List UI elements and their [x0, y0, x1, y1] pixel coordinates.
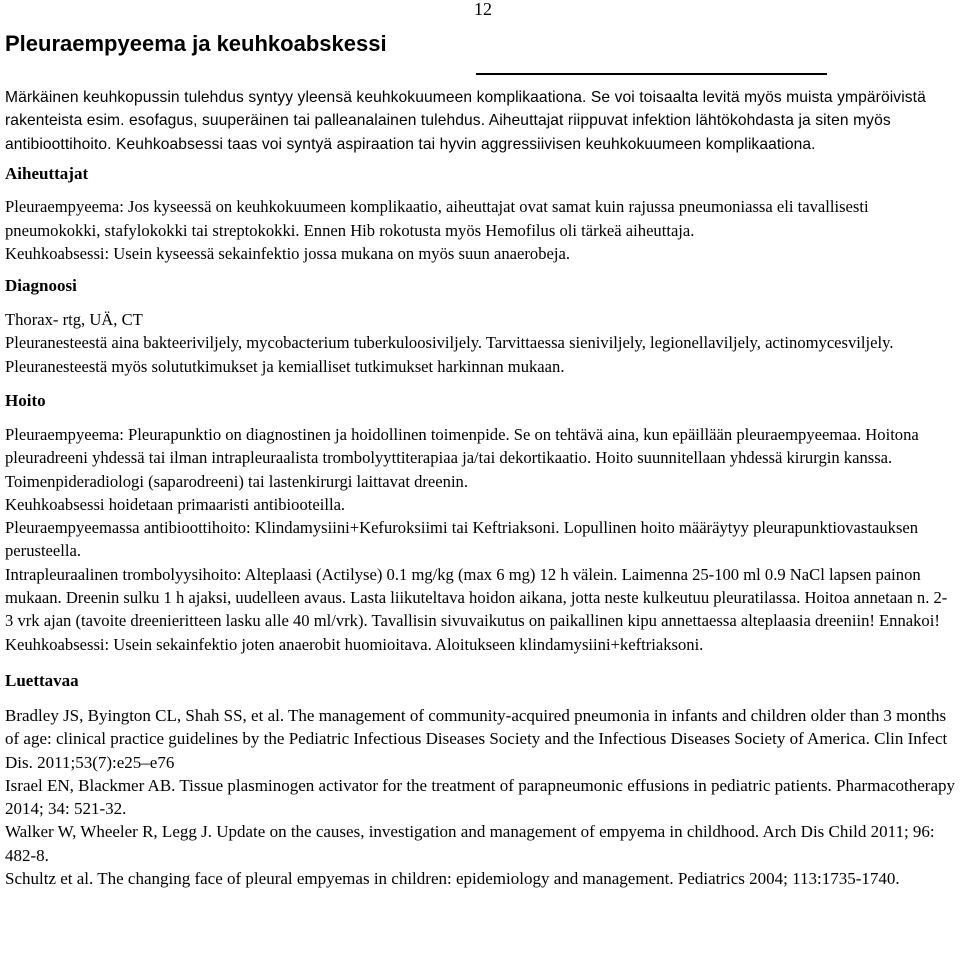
intro-paragraph: Märkäinen keuhkopussin tulehdus syntyy yleensä keuhkokuumeen komplikaationa. Se voi toisaalta levitä myös muista ympäröivistä rakenteista esim. esofagus, suuperäinen tai palleanalainen tulehdus. Aiheuttajat riippuvat infektion lähtökohdasta ja siten myös antibioottihoito. Keuhkoabsessi taas voi syntyä aspiraation tai hyvin aggressiivisen keuhkokuumeen komplikaationa. — [5, 89, 926, 153]
section-heading-aiheuttajat: Aiheuttajat — [5, 164, 89, 184]
reference-item: Schultz et al. The changing face of pleural empyemas in children: epidemiology and management. Pediatrics 2004; 113:1735-1740. — [5, 869, 900, 889]
page-number: 12 — [474, 0, 492, 19]
diagnoosi-paragraph-2: Pleuranesteestä aina bakteeriviljely, mycobacterium tuberkuloosiviljely. Tarvittaessa sieniviljely, legionellaviljely, actinomycesviljely. — [5, 333, 894, 353]
diagnoosi-paragraph-3: Pleuranesteestä myös solututkimukset ja kemialliset tutkimukset harkinnan mukaan. — [5, 356, 565, 376]
document-body — [5, 86, 955, 890]
hoito-paragraph-4: Intrapleuraalinen trombolyysihoito: Alteplaasi (Actilyse) 0.1 mg/kg (max 6 mg) 12 h välein. Laimenna 25-100 ml 0.9 NaCl lapsen painon mukaan. Dreenin sulku 1 h ajaksi, uudelleen avaus. Lasta liikuteltava hoidon aikana, jotta neste kulkeutuu pleuratilassa. Hoitoa annetaan n. 2-3 vrk ajan (tavoite dreenieritteen lasku alle 40 ml/vrk). Tavallisin sivuvaikutus on paikallinen kipu annettaessa alteplaasia dreeniin! Ennakoi! — [5, 564, 948, 631]
section-heading-hoito: Hoito — [5, 391, 46, 410]
section-heading-diagnoosi: Diagnoosi — [5, 276, 77, 296]
aiheuttajat-paragraph-1: Pleuraempyeema: Jos kyseessä on keuhkokuumeen komplikaatio, aiheuttajat ovat samat kuin rajussa pneumoniassa eli tavallisesti pneumokokki, stafylokokki tai streptokokki. Ennen Hib rokotusta myös Hemofilus oli tärkeä aiheuttaja. — [5, 197, 869, 240]
aiheuttajat-paragraph-2: Keuhkoabsessi: Usein kyseessä sekainfektio jossa mukana on myös suun anaerobeja. — [5, 243, 570, 263]
hoito-paragraph-5: Keuhkoabsessi: Usein sekainfektio joten anaerobit huomioitava. Aloitukseen klindamysiini+keftriaksoni. — [5, 634, 704, 654]
reference-item: Bradley JS, Byington CL, Shah SS, et al. The management of community-acquired pneumonia in infants and children older than 3 months of age: clinical practice guidelines by the Pediatric Infectious Diseases Society and the Infectious Diseases Society of America. Clin Infect Dis. 2011;53(7):e25–e76 — [5, 705, 948, 772]
reference-item: Israel EN, Blackmer AB. Tissue plasminogen activator for the treatment of parapneumonic effusions in pediatric patients. Pharmacotherapy 2014; 34: 521-32. — [5, 775, 956, 819]
page-title: Pleuraempyeema ja keuhkoabskessi — [5, 31, 387, 56]
header-rule — [476, 73, 827, 75]
reference-item: Walker W, Wheeler R, Legg J. Update on the causes, investigation and management of empyema in childhood. Arch Dis Child 2011; 96: 482-8. — [5, 822, 935, 865]
section-heading-luettavaa: Luettavaa — [5, 670, 79, 690]
diagnoosi-paragraph-1: Thorax- rtg, UÄ, CT — [5, 310, 143, 330]
hoito-paragraph-1: Pleuraempyeema: Pleurapunktio on diagnostinen ja hoidollinen toimenpide. Se on tehtävä aina, kun epäillään pleuraempyeemaa. Hoitona pleuradreeni yhdessä tai ilman intrapleuraalista trombolyyttiterapiaa ja/tai dekortikaatio. Hoito suunnitellaan yhdessä kirurgin kanssa. Toimenpideradiologi (saparodreeni) tai lastenkirurgi laittavat dreenin. — [5, 425, 919, 491]
hoito-paragraph-2: Keuhkoabsessi hoidetaan primaaristi antibiooteilla. — [5, 494, 346, 514]
hoito-paragraph-3: Pleuraempyeemassa antibioottihoito: Klindamysiini+Kefuroksiimi tai Keftriaksoni. Lopullinen hoito määräytyy pleurapunktiovastauksen perusteella. — [5, 518, 919, 561]
